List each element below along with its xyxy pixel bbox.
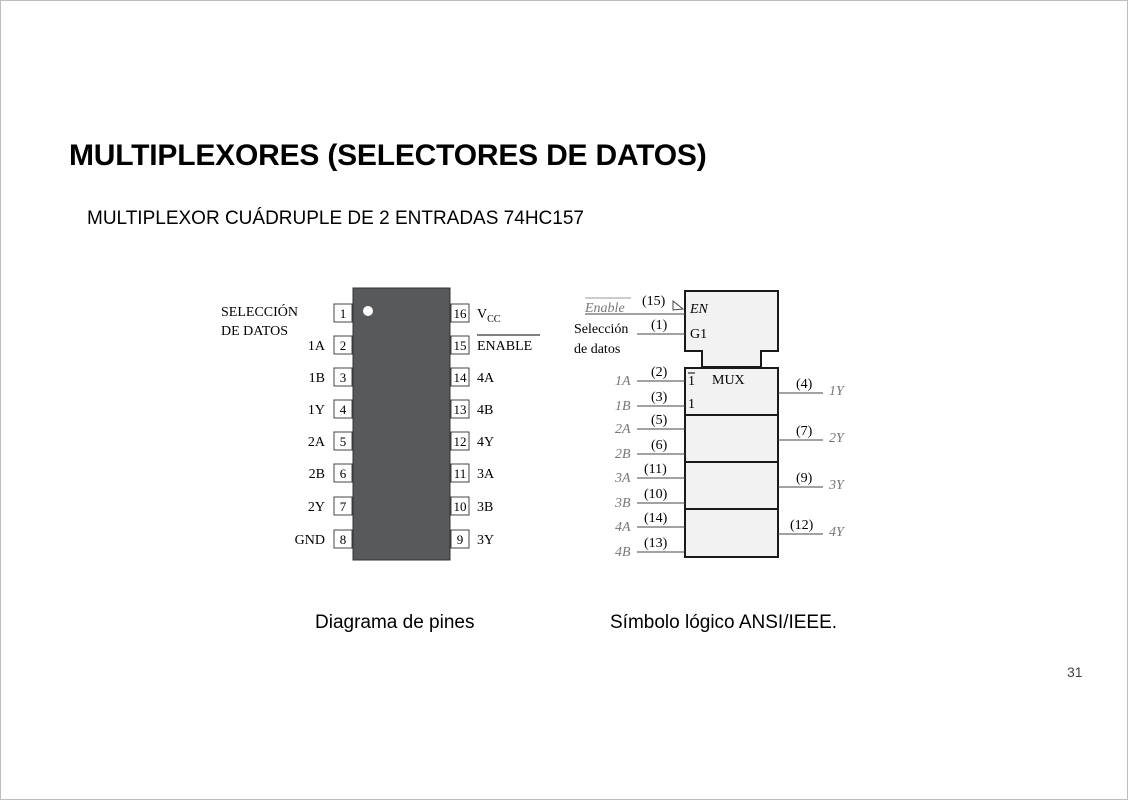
svg-text:1A: 1A bbox=[307, 339, 325, 354]
input-4A bbox=[615, 511, 685, 535]
svg-text:2A: 2A bbox=[615, 422, 631, 437]
svg-text:8: 8 bbox=[339, 532, 347, 547]
svg-text:4B: 4B bbox=[615, 545, 631, 560]
output-1Y bbox=[778, 377, 846, 399]
svg-text:GND: GND bbox=[294, 533, 325, 548]
output-4Y bbox=[778, 518, 846, 540]
svg-text:2A: 2A bbox=[307, 435, 325, 450]
page-number: 31 bbox=[1067, 664, 1083, 680]
input-1A bbox=[615, 365, 685, 389]
svg-text:5: 5 bbox=[339, 434, 347, 449]
select-label-line1: SELECCIÓN bbox=[221, 305, 298, 320]
svg-text:(2): (2) bbox=[651, 365, 668, 380]
mux-label: MUX bbox=[712, 373, 745, 388]
svg-text:(12): (12) bbox=[790, 518, 814, 533]
svg-text:(4): (4) bbox=[796, 377, 813, 392]
svg-text:7: 7 bbox=[339, 499, 347, 514]
svg-text:2B: 2B bbox=[308, 467, 325, 482]
svg-text:(7): (7) bbox=[796, 424, 813, 439]
svg-text:1Y: 1Y bbox=[307, 403, 325, 418]
input-2B bbox=[615, 438, 685, 462]
svg-text:6: 6 bbox=[339, 466, 347, 481]
svg-text:10: 10 bbox=[453, 499, 467, 514]
output-2Y bbox=[778, 424, 846, 446]
svg-text:4A: 4A bbox=[615, 520, 631, 535]
enable-label: Enable bbox=[585, 301, 625, 316]
slide-title: MULTIPLEXORES (SELECTORES DE DATOS) bbox=[69, 139, 707, 172]
svg-text:3A: 3A bbox=[477, 467, 495, 482]
mux-section-4 bbox=[685, 509, 778, 557]
svg-text:12: 12 bbox=[453, 434, 467, 449]
logic-symbol bbox=[1, 1, 1128, 801]
svg-text:1B: 1B bbox=[308, 371, 325, 386]
svg-text:13: 13 bbox=[453, 402, 467, 417]
svg-text:(13): (13) bbox=[644, 536, 668, 551]
mux-section-2 bbox=[685, 415, 778, 462]
svg-text:3: 3 bbox=[339, 370, 347, 385]
svg-text:1B: 1B bbox=[615, 399, 631, 414]
svg-text:2Y: 2Y bbox=[829, 431, 844, 446]
enable-pin: (15) bbox=[642, 294, 666, 309]
svg-text:1: 1 bbox=[339, 306, 347, 321]
svg-text:(6): (6) bbox=[651, 438, 668, 453]
svg-text:(5): (5) bbox=[651, 413, 668, 428]
control-en-text: EN bbox=[690, 302, 708, 317]
input-1B bbox=[615, 390, 685, 414]
svg-text:(3): (3) bbox=[651, 390, 668, 405]
svg-text:15: 15 bbox=[453, 338, 467, 353]
svg-text:(14): (14) bbox=[644, 511, 668, 526]
svg-text:2Y: 2Y bbox=[307, 500, 325, 515]
svg-text:4Y: 4Y bbox=[477, 435, 495, 450]
svg-text:(11): (11) bbox=[644, 462, 667, 477]
svg-text:14: 14 bbox=[453, 370, 467, 385]
svg-text:1A: 1A bbox=[615, 374, 631, 389]
select-label-line2: de datos bbox=[574, 342, 621, 357]
svg-text:4: 4 bbox=[339, 402, 347, 417]
svg-text:1Y: 1Y bbox=[829, 384, 844, 399]
logic-symbol-caption: Símbolo lógico ANSI/IEEE. bbox=[610, 612, 838, 633]
mux-section-3 bbox=[685, 462, 778, 509]
input-3A bbox=[614, 462, 685, 486]
select-label-line1: Selección bbox=[574, 322, 629, 337]
svg-text:4Y: 4Y bbox=[829, 525, 844, 540]
svg-text:9: 9 bbox=[456, 532, 464, 547]
svg-text:ENABLE: ENABLE bbox=[477, 339, 533, 354]
input-2A bbox=[615, 413, 685, 437]
slide-subtitle: MULTIPLEXOR CUÁDRUPLE DE 2 ENTRADAS 74HC157 bbox=[87, 208, 584, 229]
svg-text:16: 16 bbox=[453, 306, 467, 321]
svg-text:2: 2 bbox=[339, 338, 347, 353]
svg-text:3B: 3B bbox=[615, 496, 631, 511]
svg-text:(9): (9) bbox=[796, 471, 813, 486]
output-3Y bbox=[778, 471, 846, 493]
svg-text:2B: 2B bbox=[615, 447, 631, 462]
svg-text:4A: 4A bbox=[477, 371, 495, 386]
svg-text:11: 11 bbox=[453, 466, 467, 481]
pin-diagram-caption: Diagrama de pines bbox=[315, 612, 475, 633]
input-3B bbox=[614, 487, 685, 511]
select-pin: (1) bbox=[651, 318, 668, 333]
input-4B bbox=[615, 536, 685, 560]
svg-text:3Y: 3Y bbox=[829, 478, 844, 493]
select-label-line2: DE DATOS bbox=[221, 324, 289, 339]
svg-text:4B: 4B bbox=[477, 403, 494, 418]
mux-input-1-label: 1 bbox=[688, 397, 695, 412]
svg-text:3Y: 3Y bbox=[477, 533, 495, 548]
svg-text:(10): (10) bbox=[644, 487, 668, 502]
mux-input-0-label: 1 bbox=[688, 374, 695, 389]
svg-text:VCC: $V_{CC}$ bbox=[477, 307, 501, 325]
svg-text:3B: 3B bbox=[477, 500, 494, 515]
control-g1-text: G1 bbox=[690, 327, 708, 342]
svg-text:3A: 3A bbox=[615, 471, 631, 486]
